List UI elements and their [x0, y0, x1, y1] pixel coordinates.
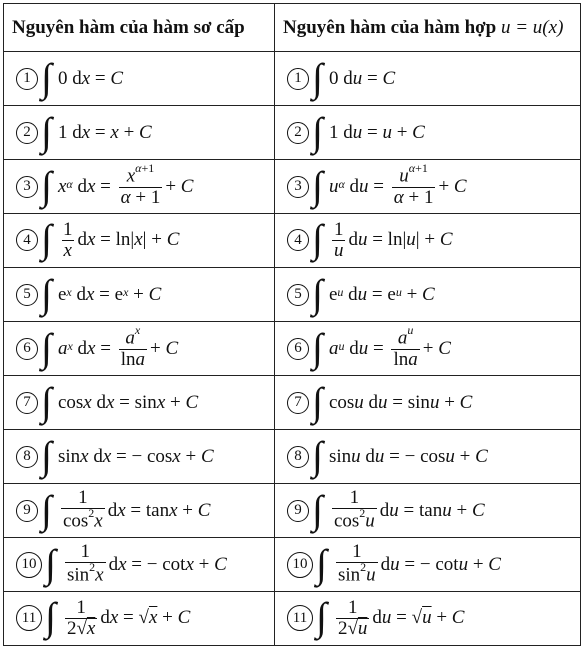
- fraction: $\frac{1}{\cos^2x}$: [62, 487, 103, 532]
- formula-elementary: 9 ∫ $\frac{1}{\cos^2x}$ d x = tan x + C: [4, 484, 275, 538]
- row-number: 8: [16, 446, 38, 468]
- row-number: 5: [287, 284, 309, 306]
- table-row: [4, 106, 581, 160]
- table-row: [4, 52, 581, 106]
- table-row: [4, 484, 581, 538]
- formula-composite: 4 ∫ $\frac{1}{u}$ d u = ln| u | + C: [275, 214, 581, 268]
- fraction: $\frac{1}{2√x}$: [66, 596, 96, 639]
- table-container: [3, 3, 581, 646]
- integral-sign: ∫: [41, 108, 52, 154]
- formula-elementary: 11 ∫ $\frac{1}{2√x}$ d x = √ x + C: [4, 592, 275, 646]
- fraction: $\frac{1}{\sin^2u}$: [337, 541, 376, 586]
- table-row: [4, 268, 581, 322]
- table-row: [4, 430, 581, 484]
- integral-sign: ∫: [41, 216, 52, 262]
- row-number: 7: [287, 392, 309, 414]
- formula-composite: 9 ∫ $\frac{1}{\cos^2u}$ d u = tan u + C: [275, 484, 581, 538]
- header-composite: [275, 4, 581, 52]
- formula-composite: 8 ∫ sin u d u = − cos u + C: [275, 430, 581, 484]
- row-number: 1: [16, 68, 38, 90]
- header-elementary-label: Nguyên hàm của hàm sơ cấp: [12, 16, 245, 38]
- formula-composite: 1 ∫ 0 d u = C: [275, 52, 581, 106]
- header-composite-label: Nguyên hàm của hàm hợp: [283, 16, 497, 38]
- integral-sign: ∫: [316, 540, 327, 586]
- formula-elementary: 8 ∫ sin x d x = − cos x + C: [4, 430, 275, 484]
- row-number: 11: [16, 605, 42, 631]
- formula-elementary: 6 ∫ a $^x$ d x = $\frac{a^x}{\ln a}$ + C: [4, 322, 275, 376]
- formula-composite: 7 ∫ cos u d u = sin u + C: [275, 376, 581, 430]
- integral-sign: ∫: [312, 108, 323, 154]
- integral-sign: ∫: [41, 324, 52, 370]
- fraction: $\frac{1}{2√u}$: [337, 596, 368, 639]
- row-number: 9: [287, 500, 309, 522]
- integral-sign: ∫: [312, 486, 323, 532]
- row-number: 1: [287, 68, 309, 90]
- integral-sign: ∫: [41, 378, 52, 424]
- integral-sign: ∫: [312, 432, 323, 478]
- formula-elementary: 1 ∫ 0 d x = C: [4, 52, 275, 106]
- formula-composite: 5 ∫ e $^u$ d u = e $^u$ + C: [275, 268, 581, 322]
- antiderivative-table: [3, 3, 581, 646]
- row-number: 4: [16, 229, 38, 251]
- row-number: 2: [287, 122, 309, 144]
- fraction: $\frac{a^x}{\ln a}$: [120, 323, 145, 370]
- fraction: $\frac{1}{x}$: [62, 218, 73, 261]
- formula-composite: 11 ∫ $\frac{1}{2√u}$ d u = √ u + C: [275, 592, 581, 646]
- formula-composite: 6 ∫ a $^u$ d u = $\frac{a^u}{\ln a}$ + C: [275, 322, 581, 376]
- formula-composite: 10 ∫ $\frac{1}{\sin^2u}$ d u = − cot u + C: [275, 538, 581, 592]
- integral-sign: ∫: [41, 270, 52, 316]
- formula-elementary: 3 ∫ x $^\alpha$ d x = $\frac{x^{\alpha+1}}{\alpha + 1}$ + C: [4, 160, 275, 214]
- fraction: $\frac{a^u}{\ln a}$: [393, 323, 418, 370]
- integral-sign: ∫: [312, 324, 323, 370]
- fraction: $\frac{1}{\sin^2x}$: [66, 541, 104, 586]
- integral-sign: ∫: [41, 486, 52, 532]
- row-number: 10: [16, 552, 42, 578]
- formula-composite: 3 ∫ u $^\alpha$ d u = $\frac{u^{\alpha+1}}{\alpha + 1}$ + C: [275, 160, 581, 214]
- formula-elementary: 2 ∫ 1 d x = x + C: [4, 106, 275, 160]
- header-row: [4, 4, 581, 52]
- integral-sign: ∫: [45, 594, 56, 640]
- table-row: [4, 160, 581, 214]
- table-row: [4, 376, 581, 430]
- integral-sign: ∫: [312, 54, 323, 100]
- integral-sign: ∫: [312, 270, 323, 316]
- integral-sign: ∫: [41, 54, 52, 100]
- row-number: 6: [287, 338, 309, 360]
- fraction: $\frac{x^{\alpha+1}}{\alpha + 1}$: [120, 161, 161, 208]
- row-number: 7: [16, 392, 38, 414]
- integral-sign: ∫: [312, 378, 323, 424]
- row-number: 11: [287, 605, 313, 631]
- integral-sign: ∫: [41, 162, 52, 208]
- table-row: [4, 592, 581, 646]
- row-number: 3: [287, 176, 309, 198]
- table-row: [4, 538, 581, 592]
- integral-sign: ∫: [45, 540, 56, 586]
- header-elementary: [4, 4, 275, 52]
- formula-elementary: 7 ∫ cos x d x = sin x + C: [4, 376, 275, 430]
- integral-sign: ∫: [316, 594, 327, 640]
- row-number: 4: [287, 229, 309, 251]
- fraction: $\frac{1}{\cos^2u}$: [333, 487, 375, 532]
- row-number: 2: [16, 122, 38, 144]
- row-number: 6: [16, 338, 38, 360]
- row-number: 8: [287, 446, 309, 468]
- row-number: 3: [16, 176, 38, 198]
- integral-sign: ∫: [312, 216, 323, 262]
- table-row: [4, 322, 581, 376]
- table-row: [4, 214, 581, 268]
- fraction: $\frac{1}{u}$: [333, 218, 344, 261]
- formula-composite: 2 ∫ 1 d u = u + C: [275, 106, 581, 160]
- header-composite-math: u = u(x): [500, 16, 564, 38]
- integral-sign: ∫: [41, 432, 52, 478]
- formula-elementary: 5 ∫ e $^x$ d x = e $^x$ + C: [4, 268, 275, 322]
- row-number: 9: [16, 500, 38, 522]
- fraction: $\frac{u^{\alpha+1}}{\alpha + 1}$: [393, 161, 434, 208]
- formula-elementary: 4 ∫ $\frac{1}{x}$ d x = ln| x | + C: [4, 214, 275, 268]
- row-number: 10: [287, 552, 313, 578]
- formula-elementary: 10 ∫ $\frac{1}{\sin^2x}$ d x = − cot x + C: [4, 538, 275, 592]
- row-number: 5: [16, 284, 38, 306]
- integral-sign: ∫: [312, 162, 323, 208]
